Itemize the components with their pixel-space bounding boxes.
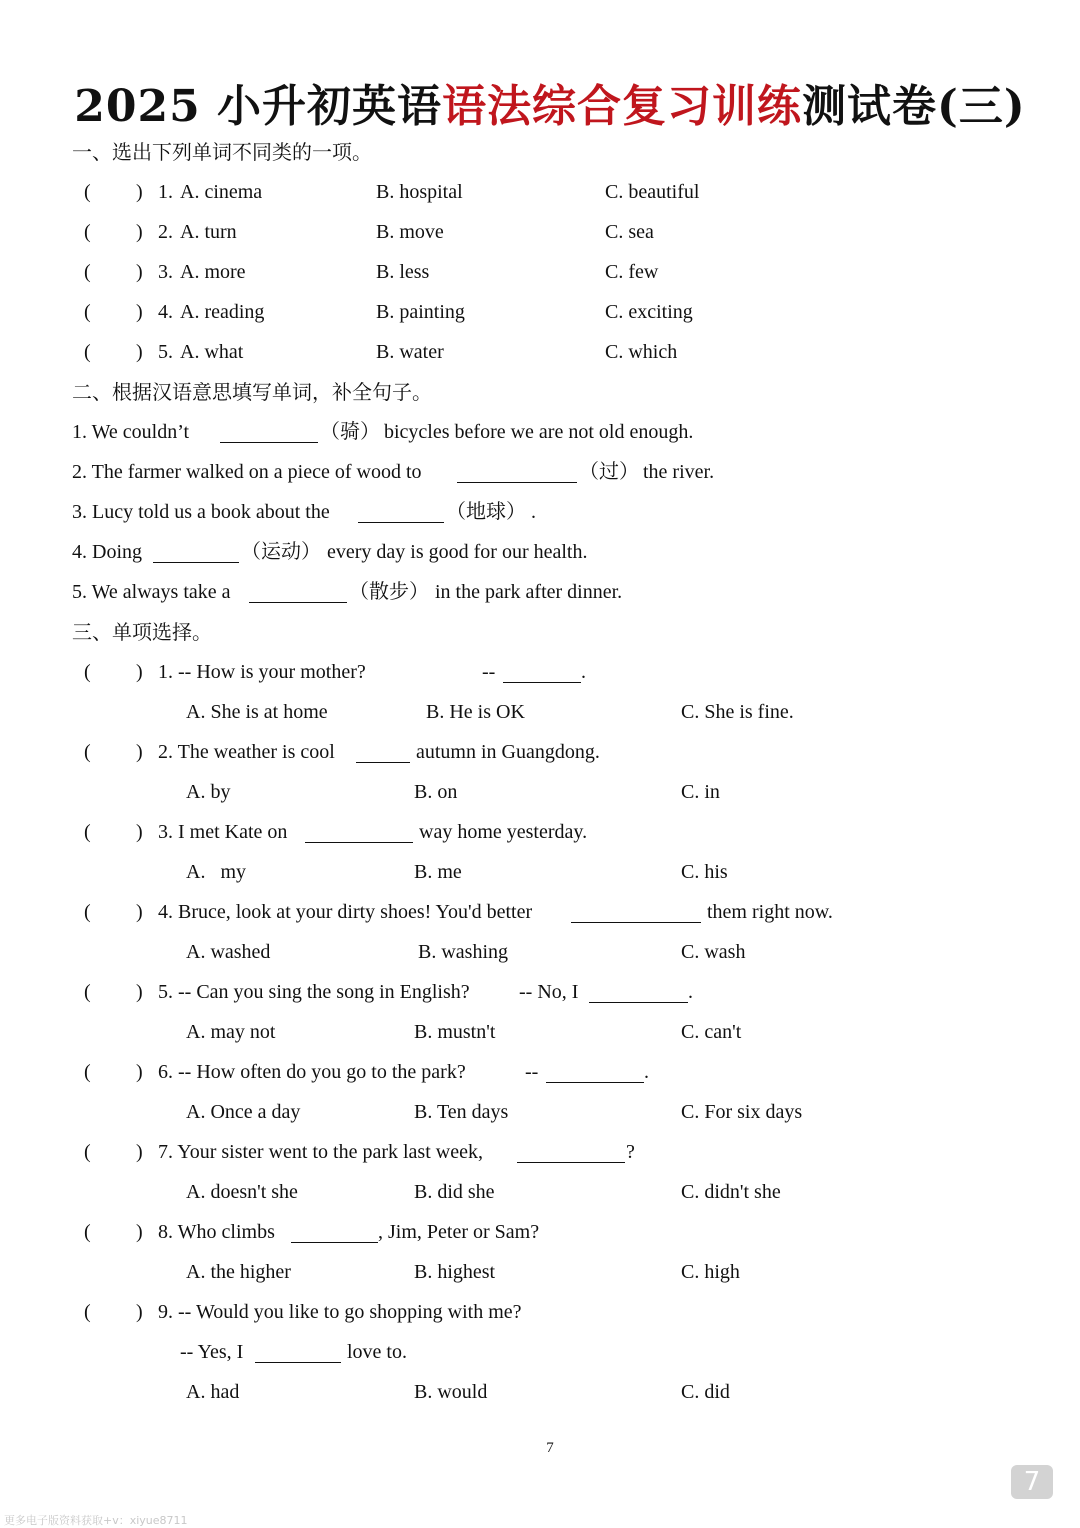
reply-prefix: -- Yes, I	[180, 1341, 244, 1363]
option-a: A. turn	[180, 221, 237, 243]
item-number: 2.	[158, 221, 173, 243]
question-end: , Jim, Peter or Sam?	[378, 1221, 540, 1243]
answer-bracket-open: (	[84, 1301, 91, 1323]
answer-bracket-close: )	[136, 1141, 143, 1163]
option-b: B. water	[376, 341, 444, 363]
option-c[interactable]: C. in	[681, 781, 720, 803]
chinese-hint: （运动）	[241, 541, 321, 563]
answer-bracket-close: )	[136, 741, 143, 763]
s3-q4-options	[0, 932, 1080, 972]
section-3-heading: 三、单项选择。	[72, 620, 212, 644]
s2-item-5	[0, 572, 1080, 612]
answer-blank[interactable]	[589, 976, 688, 1003]
s1-item-4	[0, 292, 1080, 332]
sentence-end: the river.	[643, 461, 715, 483]
question-text: 7. Your sister went to the park last week,	[158, 1141, 483, 1163]
sentence-start: 1. We couldn’t	[72, 421, 190, 443]
option-a[interactable]: A. by	[186, 781, 231, 803]
answer-bracket-open: (	[84, 181, 91, 203]
answer-blank[interactable]	[255, 1336, 341, 1363]
s3-q6-options	[0, 1092, 1080, 1132]
answer-blank[interactable]	[153, 536, 239, 563]
answer-blank[interactable]	[457, 456, 577, 483]
answer-bracket-close: )	[136, 821, 143, 843]
chinese-hint: （地球）	[446, 501, 526, 523]
item-number: 4.	[158, 301, 173, 323]
option-c[interactable]: C. his	[681, 861, 728, 883]
answer-blank[interactable]	[220, 416, 318, 443]
option-a: A. what	[180, 341, 244, 363]
option-b[interactable]: B. mustn't	[414, 1021, 496, 1043]
sentence-start: 3. Lucy told us a book about the	[72, 501, 330, 523]
option-c: C. few	[605, 261, 659, 283]
option-a[interactable]: A. had	[186, 1381, 240, 1403]
answer-bracket-close: )	[136, 181, 143, 203]
option-b[interactable]: B. on	[414, 781, 458, 803]
s2-item-4	[0, 532, 1080, 572]
question-text: 1. -- How is your mother?	[158, 661, 366, 683]
s3-q3-options	[0, 852, 1080, 892]
option-b[interactable]: B. He is OK	[426, 701, 525, 723]
s3-q1-options	[0, 692, 1080, 732]
answer-bracket-close: )	[136, 301, 143, 323]
s1-item-3	[0, 252, 1080, 292]
s3-q1-stem	[0, 652, 1080, 692]
question-end: way home yesterday.	[419, 821, 588, 843]
answer-bracket-open: (	[84, 221, 91, 243]
answer-blank[interactable]	[356, 736, 410, 763]
section-2-heading-row	[0, 372, 1080, 412]
option-a[interactable]: A. doesn't she	[186, 1181, 298, 1203]
s1-item-2	[0, 212, 1080, 252]
answer-bracket-close: )	[136, 261, 143, 283]
s3-q7-stem	[0, 1132, 1080, 1172]
option-a[interactable]: A. the higher	[186, 1261, 291, 1283]
reply-end: .	[644, 1061, 649, 1083]
option-a[interactable]: A. may not	[186, 1021, 276, 1043]
reply-end: love to.	[347, 1341, 407, 1363]
title-highlight: 语法综合复习训练	[442, 81, 803, 132]
option-c[interactable]: C. didn't she	[681, 1181, 781, 1203]
s3-q2-options	[0, 772, 1080, 812]
option-b: B. hospital	[376, 181, 463, 203]
answer-bracket-close: )	[136, 341, 143, 363]
s3-q5-stem	[0, 972, 1080, 1012]
section-1-heading: 一、选出下列单词不同类的一项。	[72, 140, 372, 164]
question-text: 9. -- Would you like to go shopping with me?	[158, 1301, 522, 1323]
question-text: 5. -- Can you sing the song in English?	[158, 981, 470, 1003]
answer-bracket-open: (	[84, 901, 91, 923]
title-part-3: 测试卷(三)	[802, 81, 1026, 132]
answer-bracket-close: )	[136, 981, 143, 1003]
answer-bracket-open: (	[84, 1061, 91, 1083]
chinese-hint: （散步）	[349, 581, 429, 603]
answer-bracket-open: (	[84, 661, 91, 683]
section-1-heading-row	[0, 132, 1080, 172]
sentence-start: 4. Doing	[72, 541, 142, 563]
s3-q8-stem	[0, 1212, 1080, 1252]
item-number: 3.	[158, 261, 173, 283]
page-number: 7	[546, 1440, 554, 1456]
option-c: C. sea	[605, 221, 654, 243]
s3-q4-stem	[0, 892, 1080, 932]
footer-watermark-text: 更多电子版资料获取+v：xiyue8711	[4, 1514, 188, 1527]
s3-q9-options	[0, 1372, 1080, 1412]
option-c[interactable]: C. can't	[681, 1021, 742, 1043]
sentence-end: in the park after dinner.	[435, 581, 623, 603]
answer-bracket-close: )	[136, 221, 143, 243]
sentence-end: every day is good for our health.	[327, 541, 588, 563]
s1-item-5	[0, 332, 1080, 372]
reply-prefix: --	[525, 1061, 539, 1083]
s3-q3-stem	[0, 812, 1080, 852]
page-badge: 7	[1011, 1465, 1053, 1499]
answer-bracket-open: (	[84, 1221, 91, 1243]
s3-q9-stem	[0, 1292, 1080, 1332]
option-c[interactable]: C. For six days	[681, 1101, 803, 1123]
answer-bracket-open: (	[84, 821, 91, 843]
option-b[interactable]: B. me	[414, 861, 462, 883]
option-c[interactable]: C. did	[681, 1381, 730, 1403]
answer-blank[interactable]	[503, 656, 581, 683]
s3-q2-stem	[0, 732, 1080, 772]
item-number: 1.	[158, 181, 173, 203]
answer-bracket-close: )	[136, 1221, 143, 1243]
option-b: B. less	[376, 261, 430, 283]
chinese-hint: （骑）	[320, 421, 380, 443]
question-text: 4. Bruce, look at your dirty shoes! You'd better	[158, 901, 533, 923]
item-number: 5.	[158, 341, 173, 363]
option-a[interactable]: A. my	[186, 861, 246, 883]
sentence-end: .	[531, 501, 536, 523]
sentence-start: 2. The farmer walked on a piece of wood to	[72, 461, 422, 483]
option-b[interactable]: B. did she	[414, 1181, 495, 1203]
reply-prefix: --	[482, 661, 496, 683]
answer-bracket-open: (	[84, 341, 91, 363]
s3-q5-options	[0, 1012, 1080, 1052]
section-2-heading: 二、根据汉语意思填写单词，补全句子。	[72, 380, 432, 404]
option-c: C. exciting	[605, 301, 693, 323]
s2-item-3	[0, 492, 1080, 532]
option-b[interactable]: B. would	[414, 1381, 488, 1403]
option-a: A. reading	[180, 301, 265, 323]
s3-q9-reply	[0, 1332, 1080, 1372]
answer-bracket-open: (	[84, 261, 91, 283]
option-a[interactable]: A. Once a day	[186, 1101, 301, 1123]
option-c[interactable]: C. wash	[681, 941, 746, 963]
reply-end: .	[688, 981, 693, 1003]
question-end: ?	[626, 1141, 635, 1163]
answer-blank[interactable]	[305, 816, 413, 843]
sentence-end: bicycles before we are not old enough.	[384, 421, 694, 443]
answer-bracket-open: (	[84, 1141, 91, 1163]
title-part-1: 2025 小升初英语	[74, 81, 443, 132]
question-end: autumn in Guangdong.	[416, 741, 600, 763]
answer-bracket-close: )	[136, 901, 143, 923]
question-end: them right now.	[707, 901, 833, 923]
answer-bracket-close: )	[136, 1301, 143, 1323]
answer-blank[interactable]	[291, 1216, 378, 1243]
option-b[interactable]: B. washing	[418, 941, 508, 963]
answer-blank[interactable]	[358, 496, 444, 523]
section-3-heading-row	[0, 612, 1080, 652]
answer-bracket-open: (	[84, 301, 91, 323]
question-text: 3. I met Kate on	[158, 821, 288, 843]
option-a: A. more	[180, 261, 246, 283]
option-b[interactable]: B. Ten days	[414, 1101, 509, 1123]
chinese-hint: （过）	[579, 461, 639, 483]
s3-q6-stem	[0, 1052, 1080, 1092]
option-c: C. beautiful	[605, 181, 700, 203]
answer-bracket-close: )	[136, 661, 143, 683]
question-text: 6. -- How often do you go to the park?	[158, 1061, 466, 1083]
s2-item-2	[0, 452, 1080, 492]
option-c[interactable]: C. She is fine.	[681, 701, 794, 723]
sentence-start: 5. We always take a	[72, 581, 231, 603]
page-title	[0, 70, 1080, 134]
answer-blank[interactable]	[517, 1136, 625, 1163]
option-b: B. move	[376, 221, 444, 243]
question-text: 8. Who climbs	[158, 1221, 275, 1243]
reply-end: .	[581, 661, 586, 683]
option-a[interactable]: A. She is at home	[186, 701, 328, 723]
option-a[interactable]: A. washed	[186, 941, 271, 963]
reply-prefix: -- No, I	[519, 981, 579, 1003]
option-a: A. cinema	[180, 181, 263, 203]
option-b: B. painting	[376, 301, 465, 323]
s2-item-1	[0, 412, 1080, 452]
answer-bracket-open: (	[84, 741, 91, 763]
answer-blank[interactable]	[546, 1056, 644, 1083]
question-text: 2. The weather is cool	[158, 741, 335, 763]
answer-blank[interactable]	[571, 896, 701, 923]
option-c[interactable]: C. high	[681, 1261, 740, 1283]
s3-q7-options	[0, 1172, 1080, 1212]
answer-bracket-close: )	[136, 1061, 143, 1083]
answer-bracket-open: (	[84, 981, 91, 1003]
option-c: C. which	[605, 341, 678, 363]
s1-item-1	[0, 172, 1080, 212]
answer-blank[interactable]	[249, 576, 347, 603]
option-b[interactable]: B. highest	[414, 1261, 496, 1283]
s3-q8-options	[0, 1252, 1080, 1292]
